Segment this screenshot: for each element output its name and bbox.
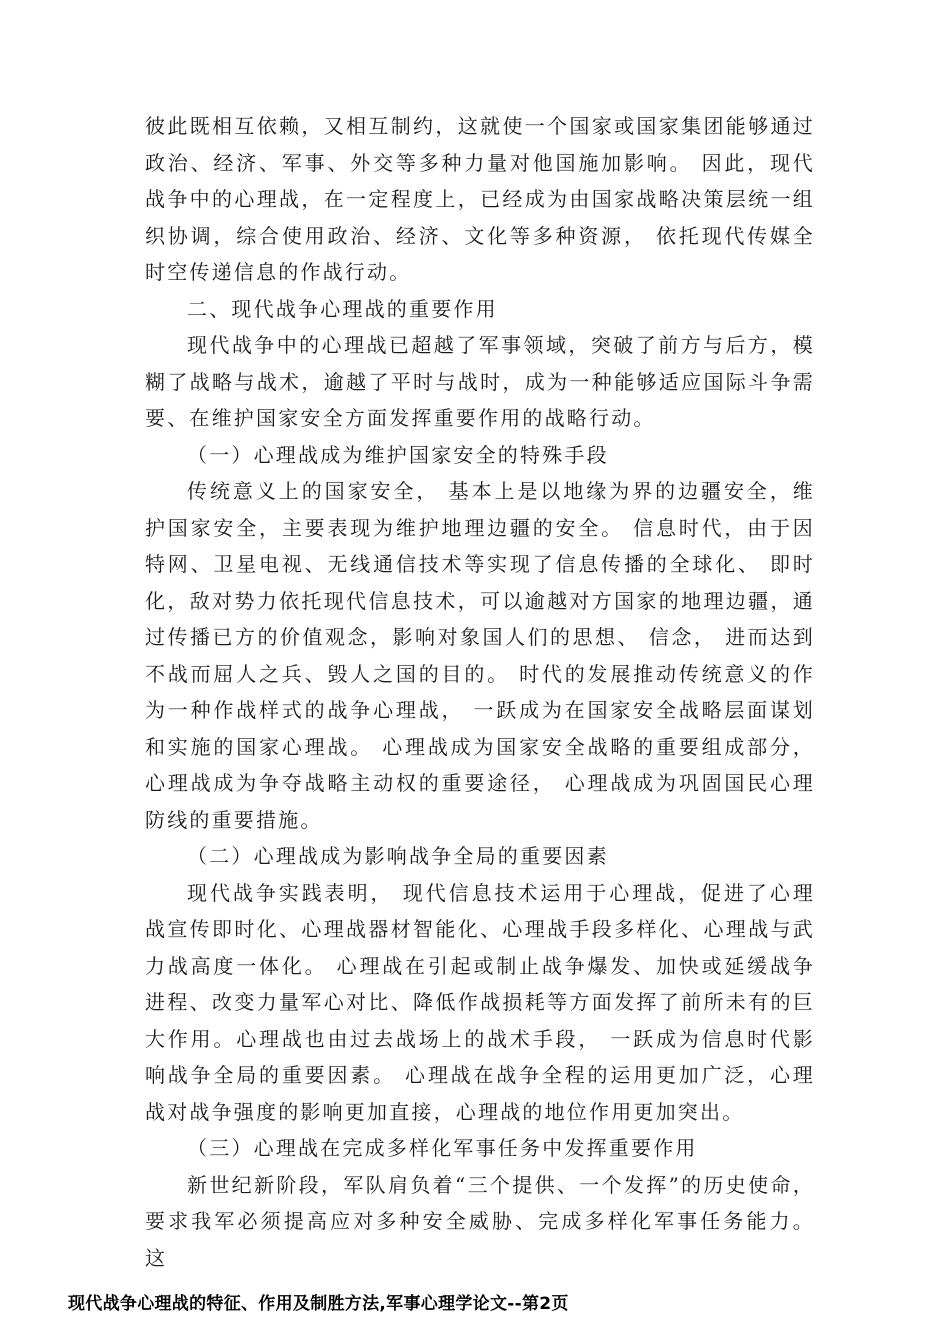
subsection-heading-2: （二）心理战成为影响战争全局的重要因素 bbox=[187, 844, 609, 868]
paragraph-subsection-1: 传统意义上的国家安全， 基本上是以地缘为界的边疆安全，维护国家安全，主要表现为维护地理边疆的安全。 信息时代，由于因特网、卫星电视、无线通信技术等实现了信息传播的全球化、 即时化，敌对势力依托现代信息技术，可以逾越对方国家的地理边疆，通过传播已方的价值观念，影响对象国人们的思想、 信念， 进而达到不战而屈人之兵、毁人之国的目的。 时代的发展推动传统意义的作为一种作战样式的战争心理战， 一跃成为在国家安全战略层面谋划和实施的国家心理战。 心理战成为国家安全战略的重要组成部分， 心理战成为争夺战略主动权的重要途径， 心理战成为巩固国民心理防线的重要措施。 bbox=[145, 479, 815, 832]
section-heading: 二、现代战争心理战的重要作用 bbox=[187, 296, 498, 321]
page-footer: 现代战争心理战的特征、作用及制胜方法,军事心理学论文--第2页 bbox=[68, 1294, 569, 1314]
body-text bbox=[145, 108, 815, 1276]
paragraph-subsection-2: 现代战争实践表明， 现代信息技术运用于心理战，促进了心理战宣传即时化、心理战器材智能化、心理战手段多样化、心理战与武力战高度一体化。 心理战在引起或制止战争爆发、加快或延缓战争进程、改变力量军心对比、降低作战损耗等方面发挥了前所未有的巨大作用。心理战也由过去战场上的战术手段， 一跃成为信息时代影响战争全局的重要因素。 心理战在战争全程的运用更加广泛，心理战对战争强度的影响更加直接，心理战的地位作用更加突出。 bbox=[145, 880, 815, 1124]
paragraph-intro: 现代战争中的心理战已超越了军事领域，突破了前方与后方，模糊了战略与战术，逾越了平时与战时，成为一种能够适应国际斗争需要、在维护国家安全方面发挥重要作用的战略行动。 bbox=[145, 333, 815, 430]
paragraph-continuation: 彼此既相互依赖，又相互制约，这就使一个国家或国家集团能够通过政治、经济、军事、外交等多种力量对他国施加影响。 因此，现代战争中的心理战，在一定程度上，已经成为由国家战略决策层统一组织协调，综合使用政治、经济、文化等多种资源， 依托现代传媒全时空传递信息的作战行动。 bbox=[145, 114, 815, 284]
subsection-heading-1: （一）心理战成为维护国家安全的特殊手段 bbox=[187, 442, 609, 467]
subsection-heading-3: （三）心理战在完成多样化军事任务中发挥重要作用 bbox=[187, 1136, 698, 1160]
paragraph-subsection-3: 新世纪新阶段，军队肩负着“三个提供、一个发挥”的历史使命，要求我军必须提高应对多种安全威胁、完成多样化军事任务能力。 这 bbox=[145, 1172, 815, 1270]
